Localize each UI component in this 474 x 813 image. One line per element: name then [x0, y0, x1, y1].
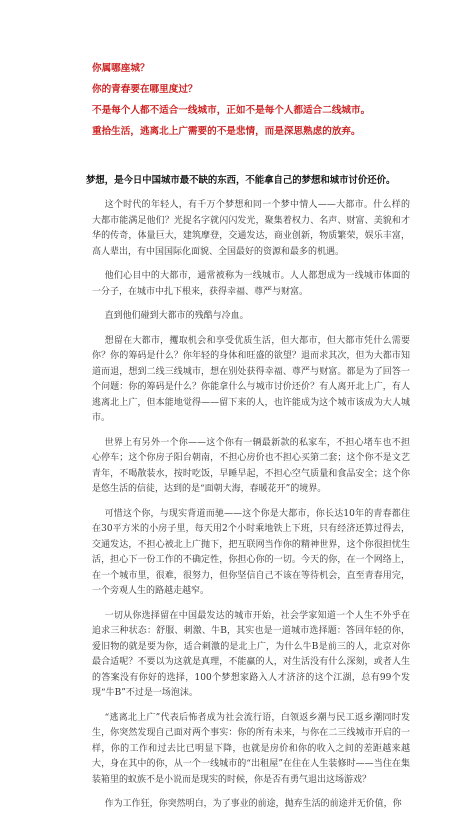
body-paragraph: 一切从你选择留在中国最发达的城市开始，社会学家知道一个人生不外乎在追求三种状态：舒服、刺激、牛B，其实也是一道城市选择题：答回年轻的你，爱旧物的就是要为你，适合刺激的是北上广，为什么牛B是前三的人，北京对你最合适呢？不要以为这就是真理，不能赢的人，对生活没有什么深刻，或者人生的答案没有你好的选择，100个梦想家路入人才济济的这个江湖，总有99个发现“牛B”不过是一场泡沫。 — [92, 610, 410, 698]
intro-line: 你属哪座城？ — [92, 63, 150, 74]
body-paragraph: 直到他们碰到大都市的残酷与冷血。 — [104, 311, 249, 321]
body-paragraph: 他们心目中的大都市，通常被称为一线城市。人人都想成为一线城市体面的一分子，在城市中扎下根来，获得幸福、尊严与财富。 — [92, 271, 410, 297]
body-paragraph: 这个时代的年轻人，有千万个梦想和同一个梦中情人——大都市。什么样的大都市能满足他们？光捉名字就闪闪发光，聚集着权力、名声、财富、美貌和才华的传奇，体量巨大，建筑摩登，交通发达，商业创新，物质繁荣，娱乐丰富，高人辈出，有中国国际化面貌、全国最好的资源和最多的机遇。 — [92, 200, 410, 257]
article-body — [92, 198, 410, 813]
intro-line: 不是每个人都不适合一线城市，正如不是每个人都适合二线城市。 — [92, 105, 371, 116]
body-paragraph: 想留在大都市，攫取机会和享受优质生活，但大都市，但大都市凭什么需要你？你的筹码是什么？你年轻的身体和旺盛的欲望？退而求其次，但为大都市知道而退，想到二线三线城市，想在别处获得幸福、尊严与财富。都是为了回答一个问题：你的筹码是什么？你能拿什么与城市讨价还价？有人离开北上广，有人逃离北上广，但本能地觉得——留下来的人，也许能成为这个城市该成为大人城市。 — [92, 335, 410, 423]
intro-line: 重拾生活，逃离北上广需要的不是悲情，而是深思熟虑的放弃。 — [92, 126, 361, 137]
intro-line: 你的青春要在哪里度过？ — [92, 84, 198, 95]
body-paragraph: 可惜这个你，与现实背道而驰——这个你是大都市，你长达10年的青春都住在30平方米的小房子里，每天用2个小时乘地铁上下班，只有经济还算过得去，交通发达，不担心被北上广抛下，把互联网当作你的精神世界，这个你很担忧生活，担心下一份工作的不确定性，你担心你的一切。今天的你，在一个网络上，在一个城市里，很难，很努力，但你坚信自己不该在等待机会，直至青春用完，一个旁观人生的路越走越窄。 — [92, 508, 410, 596]
intro-questions — [92, 58, 410, 142]
thesis-heading: 梦想，是今日中国城市最不缺的东西，不能拿自己的梦想和城市讨价还价。 — [86, 175, 396, 186]
body-paragraph: 作为工作狂，你突然明白，为了事业的前途，抛弃生活的前途并无价值，你 — [104, 799, 402, 809]
body-paragraph: 世界上有另外一个你——这个你有一辆最新款的私家车，不担心堵车也不担心停车；这个你房子阳台朝南，不担心房价也不担心买第二套；这个你不是文艺青年，不喝散装水，按时吃饭，早睡早起，不担心空气质量和食品安全；这个你是悠生活的信徒，达到的是“面朝大海，春暖花开”的境界。 — [92, 437, 410, 494]
body-paragraph: “逃离北上广”代表后怖者成为社会流行语，白领返乡潮与民工返乡潮同时发生，你突然发现自己面对两个事实：你的所有未来，与你在二三线城市开启的一样，你的工作和过去比已明显下降，也就是房价和你的收入之间的差距越来越大，身在其中的你，从一个一线城市的“出租屋”在住在人生装修时——当住在集装箱里的蚁族不是小说而是现实的时候，你是否有勇气退出这场游戏？ — [92, 712, 410, 785]
